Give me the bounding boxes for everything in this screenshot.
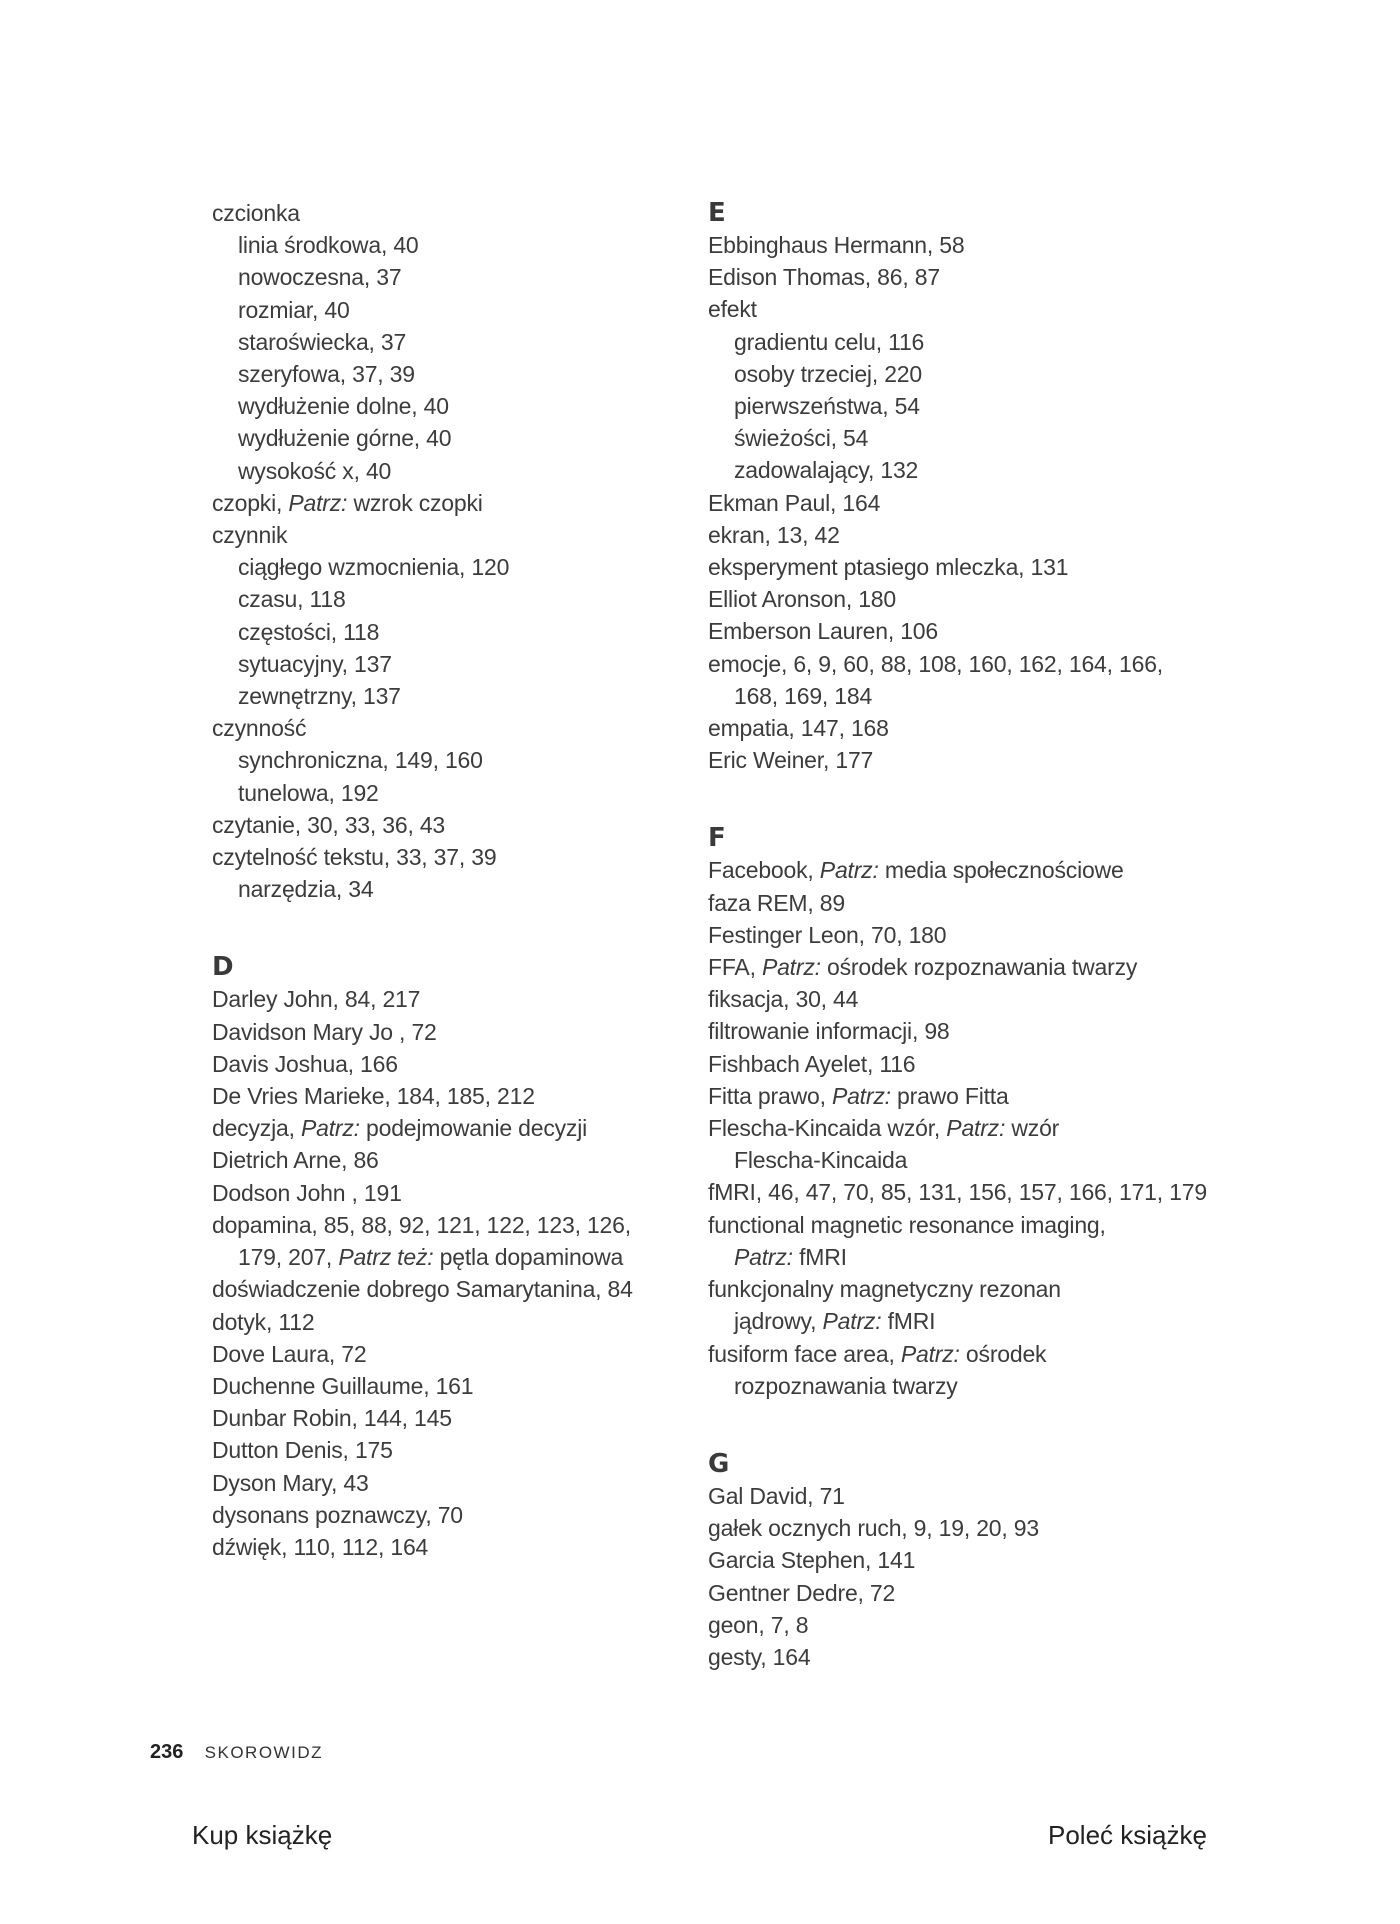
entry-text: jądrowy, <box>734 1308 823 1335</box>
index-entry <box>708 1480 1268 1512</box>
index-entry <box>708 1273 1268 1305</box>
entry-text: Dutton Denis, 175 <box>212 1437 393 1464</box>
entry-text: Garcia Stephen, 141 <box>708 1547 916 1574</box>
index-entry <box>708 261 1268 293</box>
cross-reference-label: Patrz: <box>819 857 879 884</box>
entry-text: Dodson John , 191 <box>212 1179 402 1206</box>
index-subentry <box>212 680 682 712</box>
entry-text: dźwięk, 110, 112, 164 <box>212 1533 429 1560</box>
entry-text: czytanie, 30, 33, 36, 43 <box>212 811 446 838</box>
entry-text: functional magnetic resonance imaging, <box>708 1211 1106 1238</box>
entry-text: 168, 169, 184 <box>734 682 873 709</box>
entry-text: wysokość x, 40 <box>238 457 392 484</box>
entry-text: Emberson Lauren, 106 <box>708 618 938 645</box>
cross-reference-label: Patrz: <box>288 489 348 516</box>
entry-text: nowoczesna, 37 <box>238 264 402 291</box>
entry-text: zewnętrzny, 137 <box>238 683 401 710</box>
entry-text: narzędzia, 34 <box>238 876 374 903</box>
index-subentry <box>212 551 682 583</box>
entry-text: Fitta prawo, <box>708 1082 832 1109</box>
index-entry <box>212 487 682 519</box>
index-subentry <box>212 648 682 680</box>
entry-text: ośrodek rozpoznawania twarzy <box>820 954 1138 981</box>
entry-text: ciągłego wzmocnienia, 120 <box>238 554 510 581</box>
cross-reference-label: Patrz: <box>761 954 821 981</box>
entry-text: Davidson Mary Jo , 72 <box>212 1018 437 1045</box>
entry-text: podejmowanie decyzji <box>359 1115 588 1142</box>
index-subentry <box>708 422 1268 454</box>
entry-text: osoby trzeciej, 220 <box>734 360 922 387</box>
entry-text: Dove Laura, 72 <box>212 1340 367 1367</box>
index-entry <box>708 519 1268 551</box>
index-entry-continuation <box>212 1241 682 1273</box>
index-subentry <box>212 390 682 422</box>
entry-text: pierwszeństwa, 54 <box>734 393 920 420</box>
index-entry <box>708 583 1268 615</box>
index-entry <box>708 1112 1268 1144</box>
entry-text: Darley John, 84, 217 <box>212 986 421 1013</box>
entry-text: Gal David, 71 <box>708 1482 845 1509</box>
entry-text: prawo Fitta <box>890 1082 1009 1109</box>
index-entry <box>708 1338 1268 1370</box>
index-entry <box>212 1048 682 1080</box>
cross-reference-label: Patrz: <box>946 1115 1006 1142</box>
entry-text: Ebbinghaus Hermann, 58 <box>708 232 965 258</box>
index-entry <box>212 983 682 1015</box>
index-entry <box>708 887 1268 919</box>
index-subentry <box>708 454 1268 486</box>
index-entry-continuation <box>708 1370 1268 1402</box>
index-entry <box>212 1402 682 1434</box>
index-subentry <box>708 326 1268 358</box>
entry-text: wydłużenie dolne, 40 <box>238 393 449 420</box>
index-subentry <box>212 358 682 390</box>
entry-text: Duchenne Guillaume, 161 <box>212 1372 474 1399</box>
index-subentry <box>212 261 682 293</box>
entry-text: czcionka <box>212 200 300 226</box>
entry-text: Dyson Mary, 43 <box>212 1469 369 1496</box>
entry-text: gesty, 164 <box>708 1643 811 1670</box>
entry-text: geon, 7, 8 <box>708 1611 809 1638</box>
index-entry <box>708 1209 1268 1241</box>
entry-text: gałek ocznych ruch, 9, 19, 20, 93 <box>708 1515 1039 1542</box>
entry-text: Flescha-Kincaida wzór, <box>708 1115 947 1142</box>
index-entry <box>708 551 1268 583</box>
entry-text: Fishbach Ayelet, 116 <box>708 1050 916 1077</box>
entry-text: sytuacyjny, 137 <box>238 650 392 677</box>
index-letter-heading: E <box>708 198 726 228</box>
entry-text: doświadczenie dobrego Samarytanina, 84 <box>212 1276 633 1303</box>
index-column-left <box>212 197 682 1563</box>
entry-text: tunelowa, 192 <box>238 779 379 806</box>
entry-text: dotyk, 112 <box>212 1308 315 1335</box>
index-entry <box>212 1499 682 1531</box>
entry-text: czopki, <box>212 489 289 516</box>
index-entry <box>212 519 682 551</box>
page-number: 236 <box>150 1741 184 1763</box>
entry-text: Edison Thomas, 86, 87 <box>708 264 940 291</box>
entry-text: emocje, 6, 9, 60, 88, 108, 160, 162, 164, 166, <box>708 650 1163 677</box>
index-letter-heading: F <box>708 823 726 854</box>
entry-text: Gentner Dedre, 72 <box>708 1579 896 1606</box>
index-entry <box>212 1467 682 1499</box>
entry-text: decyzja, <box>212 1115 301 1142</box>
index-letter-heading: D <box>212 952 234 983</box>
index-entry <box>708 487 1268 519</box>
entry-text: rozpoznawania twarzy <box>734 1372 958 1399</box>
entry-text: Flescha-Kincaida <box>734 1147 908 1174</box>
index-subentry <box>212 777 682 809</box>
index-entry <box>212 1209 682 1241</box>
entry-text: dysonans poznawczy, 70 <box>212 1501 463 1528</box>
section-title: SKOROWIDZ <box>204 1743 323 1762</box>
index-entry-continuation <box>708 1305 1268 1337</box>
index-entry <box>708 712 1268 744</box>
entry-text: fiksacja, 30, 44 <box>708 986 859 1013</box>
entry-text: efekt <box>708 296 757 323</box>
entry-text: rozmiar, 40 <box>238 296 350 323</box>
entry-text: eksperyment ptasiego mleczka, 131 <box>708 554 1069 581</box>
cross-reference-label: Patrz: <box>831 1082 891 1109</box>
entry-text: empatia, 147, 168 <box>708 715 889 742</box>
index-subentry <box>212 455 682 487</box>
index-entry <box>708 615 1268 647</box>
index-entry <box>708 744 1268 776</box>
cross-reference-label: Patrz: <box>734 1243 793 1270</box>
page-footer <box>150 1741 323 1764</box>
entry-text: fMRI, 46, 47, 70, 85, 131, 156, 157, 166, 171, 179 <box>708 1179 1207 1206</box>
entry-text: Elliot Aronson, 180 <box>708 586 896 613</box>
entry-text: fMRI <box>792 1243 847 1270</box>
index-entry <box>212 1177 682 1209</box>
index-entry <box>708 919 1268 951</box>
entry-text: pętla dopaminowa <box>433 1244 624 1271</box>
index-entry <box>212 1016 682 1048</box>
entry-text: funkcjonalny magnetyczny rezonan <box>708 1276 1061 1303</box>
index-entry <box>708 648 1268 680</box>
entry-text: Facebook, <box>708 857 820 884</box>
index-entry <box>708 1609 1268 1641</box>
index-entry <box>212 1273 682 1305</box>
entry-text: Ekman Paul, 164 <box>708 489 881 516</box>
entry-text: wzór <box>1005 1115 1060 1142</box>
entry-text: De Vries Marieke, 184, 185, 212 <box>212 1083 535 1110</box>
index-entry <box>708 1080 1268 1112</box>
index-entry <box>708 229 1268 261</box>
index-entry <box>708 1048 1268 1080</box>
entry-text: fusiform face area, <box>708 1340 901 1367</box>
index-entry <box>212 1306 682 1338</box>
index-entry <box>708 951 1268 983</box>
entry-text: Eric Weiner, 177 <box>708 747 874 774</box>
index-letter-heading: G <box>708 1448 730 1479</box>
entry-text: świeżości, 54 <box>734 425 869 452</box>
entry-text: faza REM, 89 <box>708 889 845 916</box>
recommend-book-link[interactable]: Poleć książkę <box>1048 1820 1207 1850</box>
index-entry <box>212 1531 682 1563</box>
entry-text: szeryfowa, 37, 39 <box>238 361 415 388</box>
entry-text: filtrowanie informacji, 98 <box>708 1018 950 1045</box>
index-entry <box>212 1338 682 1370</box>
entry-text: gradientu celu, 116 <box>734 328 925 355</box>
index-entry <box>708 1512 1268 1544</box>
index-entry <box>212 197 682 229</box>
entry-text: czasu, 118 <box>238 586 346 613</box>
entry-text: fMRI <box>881 1308 936 1335</box>
index-subentry <box>708 390 1268 422</box>
entry-text: ośrodek <box>959 1340 1047 1367</box>
entry-text: ekran, 13, 42 <box>708 521 840 548</box>
index-entry <box>212 1370 682 1402</box>
entry-text: FFA, <box>708 954 762 981</box>
entry-text: linia środkowa, 40 <box>238 232 419 259</box>
index-subentry <box>212 294 682 326</box>
index-entry <box>212 841 682 873</box>
index-entry-continuation <box>708 1144 1268 1176</box>
index-entry <box>708 1641 1268 1673</box>
index-subentry <box>212 326 682 358</box>
index-entry <box>212 1144 682 1176</box>
entry-text: synchroniczna, 149, 160 <box>238 747 483 774</box>
entry-text: dopamina, 85, 88, 92, 121, 122, 123, 126, <box>212 1211 631 1238</box>
index-entry <box>708 1015 1268 1047</box>
index-subentry <box>212 744 682 776</box>
index-subentry <box>212 583 682 615</box>
index-entry <box>708 854 1268 886</box>
entry-text: Dunbar Robin, 144, 145 <box>212 1405 452 1432</box>
entry-text: czynnik <box>212 522 288 549</box>
index-subentry <box>212 229 682 261</box>
entry-text: wydłużenie górne, 40 <box>238 425 452 452</box>
index-entry <box>212 809 682 841</box>
buy-book-link[interactable]: Kup książkę <box>192 1820 333 1850</box>
index-entry <box>708 1577 1268 1609</box>
index-entry <box>212 1434 682 1466</box>
cross-reference-label: Patrz też: <box>338 1244 434 1271</box>
cross-reference-label: Patrz: <box>822 1308 882 1335</box>
entry-text: wzrok czopki <box>347 489 483 516</box>
index-entry <box>708 293 1268 325</box>
entry-text: Festinger Leon, 70, 180 <box>708 921 947 948</box>
entry-text: 179, 207, <box>238 1244 339 1271</box>
index-entry <box>212 1112 682 1144</box>
cross-reference-label: Patrz: <box>300 1115 360 1142</box>
index-entry-continuation <box>708 1241 1268 1273</box>
entry-text: Dietrich Arne, 86 <box>212 1147 379 1174</box>
entry-text: zadowalający, 132 <box>734 457 919 484</box>
cross-reference-label: Patrz: <box>900 1340 960 1367</box>
entry-text: czynność <box>212 715 307 742</box>
index-subentry <box>708 358 1268 390</box>
index-entry <box>708 1176 1268 1208</box>
entry-text: czytelność tekstu, 33, 37, 39 <box>212 844 497 871</box>
entry-text: staroświecka, 37 <box>238 328 407 355</box>
index-entry <box>708 983 1268 1015</box>
index-column-right <box>708 197 1268 1673</box>
index-entry <box>212 1080 682 1112</box>
index-entry <box>212 712 682 744</box>
index-subentry <box>212 616 682 648</box>
index-subentry <box>212 422 682 454</box>
index-entry <box>708 1544 1268 1576</box>
index-subentry <box>212 873 682 905</box>
entry-text: media społecznościowe <box>878 857 1124 884</box>
entry-text: częstości, 118 <box>238 618 380 645</box>
index-entry-continuation <box>708 680 1268 712</box>
entry-text: Davis Joshua, 166 <box>212 1050 398 1077</box>
